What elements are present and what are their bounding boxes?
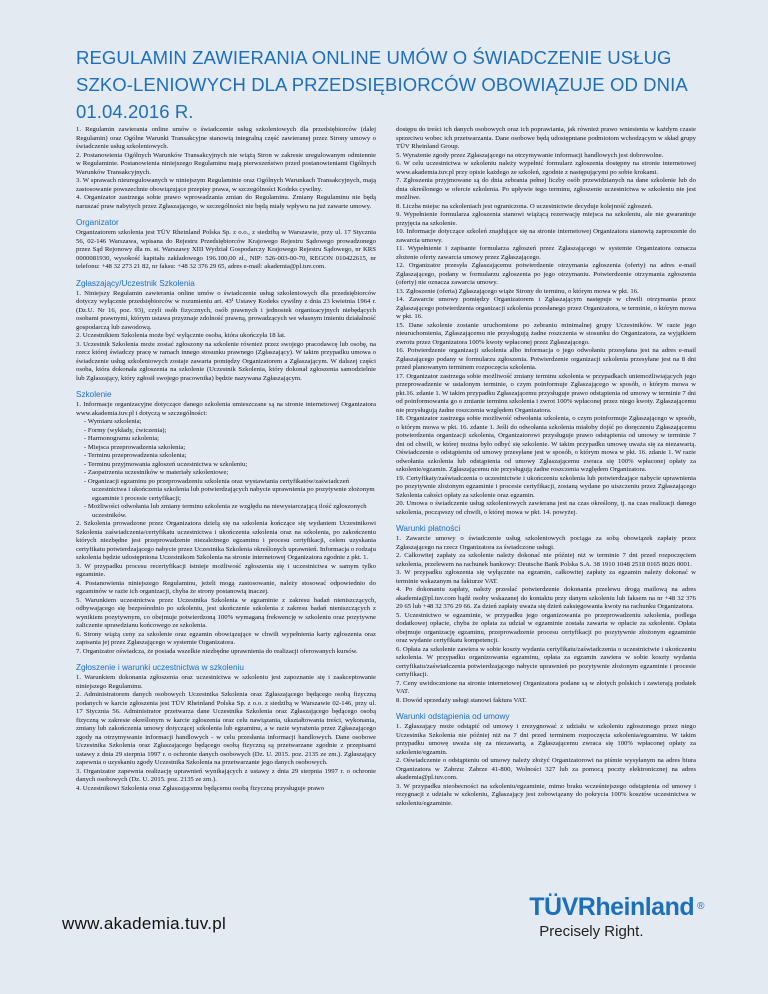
section-heading: Warunki odstąpienia od umowy	[396, 712, 510, 721]
paragraph: 3. W przypadku zgłoszenia się wyłącznie na egzamin, całkowitej zapłaty za egzamin należy dokonać w terminie wskazanym na fakturze VAT.	[396, 569, 696, 585]
right-column	[396, 126, 696, 815]
paragraph: 18. Organizator zastrzega sobie możliwość odwołania szkolenia, o czym poinformuje Zgłaszającego w sposób, o którym mowa w pkt. 16. zdanie 1. Jeśli do odwołania szkolenia miałoby dojść po doręczeniu Zgłaszającemu potwierdzenia organizacji szkolenia, Organizatorowi przysługuje prawo odstąpienia od umowy w terminie 7 dni od chwili, w której można było odbyć się szkolenie. W takim przypadku umowę uważa się za niezawartą. Oświadczenie o odstąpieniu od umowy przesyłane jest w sposób, o którym mowa w pkt. 16. zdanie 1. W razie odwołania szkolenia lub odstąpienia od umowy Zgłaszającemu zwraca się 100% wpłaconej opłaty za szkolenie/egzamin. Zgłaszającemu nie przysługują żadne roszczenia względem Organizatora.	[396, 415, 696, 473]
paragraph: 7. Zgłoszenia przyjmowane są do dnia zebrania pełnej liczby osób przewidzianych na dane szkolenie lub do dnia określonego w ofercie szkolenia. Po upływie tego terminu, zgłoszenie uczestnictwa w szkoleniu nie jest możliwe.	[396, 177, 696, 201]
paragraph: 8. Dowód sprzedaży usługi stanowi faktura VAT.	[396, 696, 527, 704]
paragraph: 6. Strony wiążą ceny za szkolenie oraz egzamin obowiązujące w chwili wypełnienia karty zgłoszenia oraz zapisania jej przez Zgłaszającego w systemie Organizatora.	[76, 630, 376, 646]
logo-text: TÜVRheinland	[529, 893, 695, 921]
section	[76, 663, 376, 793]
section-heading: Warunki płatności	[396, 524, 461, 533]
paragraph: 3. Uczestnik Szkolenia może zostać zgłoszony na szkolenie również przez swojego pracodawcę lub osobę, na rzecz której świadczy pracę w ramach innego stosunku prawnego (Zgłaszający). W takim przypadku umowa o świadczenie usług szkoleniowych zostaje zawarta pomiędzy Organizatorem a Zgłaszającym. W dalszej części osoba, która dokonała zgłoszenia na szkolenie (Uczestnik Szkolenia, który dokonał zgłoszenia samodzielnie lub Zgłaszający, który zgłosił swojego pracownika) będzie nazywana Zgłaszającym.	[76, 340, 376, 382]
paragraph: 2. Szkolenia prowadzone przez Organizatora dzielą się na szkolenia kończące się wydaniem Uczestnikowi Szkolenia zaświadczenia/certyfikatu uczestnictwa i ukończenia szkolenia oraz na szkolenia, po zakończeniu których niezbędne jest przeprowadzenie niezależnego egzaminu i procesu certyfikacji, celem uzyskania certyfikatu potwierdzającego nabycie przez Uczestnika Szkolenia określonych uprawnień. Informacja o rodzaju szkolenia będzie udostępniona Uczestnikom Szkolenia na stronie internetowej Organizatora zgodnie z pkt. 1.	[76, 520, 376, 561]
paragraph: 2. Postanowienia Ogólnych Warunków Transakcyjnych nie wiążą Stron w zakresie uregulowanym odmiennie w Regulaminie. Postanowienia niniejszego Regulaminu mają pierwszeństwo przed postanowieniami Ogólnych Warunków Transakcyjnych.	[76, 151, 376, 176]
paragraph: 5. Wyrażenie zgody przez Zgłaszającego na otrzymywanie informacji handlowych jest dobrowolne.	[396, 151, 664, 159]
paragraph: 7. Ceny uwidocznione na stronie internetowej Organizatora podane są w złotych polskich i zawierają podatek VAT.	[396, 679, 696, 695]
paragraph: 14. Zawarcie umowy pomiędzy Organizatorem i Zgłaszającym następuje w chwili otrzymania przez Zgłaszającego potwierdzenia organizacji szkolenia przesłanego przez Organizatora, w terminie, o którym mowa w pkt. 16.	[396, 296, 697, 320]
list-item: - Formy (wykłady, ćwiczenia);	[84, 427, 376, 436]
section	[396, 524, 696, 705]
left-column	[76, 126, 376, 815]
section	[76, 218, 376, 272]
paragraph: 15. Dane szkolenie zostanie uruchomione po zebraniu minimalnej grupy Uczestników. W razie jego nieuruchomienia, Zgłaszającemu nie przysługują żadne roszczenia w stosunku do Organizatora, za wyjątkiem zwrotu przez Organizatora 100% kwoty wpłaconej przez Zgłaszającego.	[396, 321, 696, 346]
paragraph: 12. Organizator przesyła Zgłaszającemu potwierdzenie otrzymania zgłoszenia (oferty) na adres e-mail Zgłaszającego, podany w formularzu zgłoszenia po jego otrzymaniu. Potwierdzenie otrzymania zgłoszenia (oferty) nie oznacza zawarcia umowy.	[396, 262, 696, 286]
paragraph: 9. Wypełnienie formularza zgłoszenia stanowi wiążącą rezerwację miejsca na szkoleniu, ale nie gwarantuje przyjęcia na szkolenie.	[396, 211, 696, 227]
paragraph: 17. Organizator zastrzega sobie możliwość zmiany terminu szkolenia w przypadkach uniemożliwiających jego przeprowadzenie w ustalonym terminie, o czym poinformuje Zgłaszającego w sposób, o którym mowa w pkt.16. zdanie 1. W takim przypadku Zgłaszającemu przysługuje prawo odstąpienia od umowy w terminie 7 dni od poinformowania go o zmianie terminu szkolenia i zwrot 100% wpłaconej przez niego kwoty. Zgłaszającemu nie przysługują żadne roszczenia względem Organizatora.	[396, 372, 696, 414]
paragraph: 2. Oświadczenie o odstąpieniu od umowy należy złożyć Organizatorowi na piśmie wysyłanym na adres biura Organizatora w Zabrzu: Zabrze 41-800, Wolności 327 lub za pomocą poczty elektronicznej na adres akademia@pl.tuv.com.	[396, 757, 696, 781]
paragraph: 1. Informacje organizacyjne dotyczące danego szkolenia umieszczane są na stronie internetowej Organizatora www.akademia.tuv.pl i dotyczą w szczególności:	[76, 401, 376, 417]
section-heading: Organizator	[76, 218, 119, 227]
paragraph: 4. Postanowienia niniejszego Regulaminu, jeżeli mogą zastosowanie, należy stosować odpowiednio do egzaminów w razie ich organizacji, chyba że strony postanowią inaczej.	[76, 579, 376, 595]
list-item: - Zaopatrzenia uczestników w materiały szkoleniowe;	[84, 469, 376, 478]
list-item: - Terminu przeprowadzenia szkolenia;	[84, 452, 376, 461]
section	[76, 279, 376, 384]
paragraph: 2. Administratorem danych osobowych Uczestnika Szkolenia oraz Zgłaszającego będącego osobą fizyczną podanych w karcie zgłoszenia jest TÜV Rheinland Polska Sp. z o.o. z siedzibą w Warszawie 02-146, przy ul. 17 Stycznia 56. Administrator przetwarza dane Uczestnika Szkolenia oraz Zgłaszającego będącego osobą fizyczną w zakresie określonym w karcie zgłoszenia oraz celu nawiązania, ukształtowania treści, wykonania, zmiany lub zakończenia umowy dotyczącej szkolenia lub egzaminu, a w razie wyrażenia przez Zgłaszającego zgody na otrzymywanie informacji handlowych - w celu przesłania informacji handlowych. Dane osobowe Uczestnika Szkolenia oraz Zgłaszającego będącego osobą fizyczną są przetwarzane zgodnie z przepisami ustawy z dnia 29 sierpnia 1997 r. o ochronie danych osobowych (Dz. U. 2015. poz. 2135 ze zm.). Zgłaszający zapewnia o uzyskaniu zgody Uczestnika Szkolenia na przetwarzanie jego danych osobowych.	[76, 691, 376, 766]
paragraph: 5. Warunkiem uczestnictwa przez Uczestnika Szkolenia w egzaminie z zakresu badań nieniszczących, odbywającego się bezpośrednio po szkoleniu, jest ukończenie szkolenia z zakresu badań nieniszczących z wynikiem pozytywnym, co obejmuje potwierdzoną 100% wymaganą frekwencję w szkoleniu oraz pozytywne zaliczenie sprawdzianu końcowego ze szkolenia.	[76, 596, 376, 629]
paragraph: 7. Organizator oświadcza, że posiada wszelkie niezbędne uprawnienia do realizacji oferowanych kursów.	[76, 647, 358, 655]
paragraph: 1. Niniejszy Regulamin zawierania online umów o świadczenie usług szkoleniowych dla przedsiębiorców dotyczy wyłącznie przedsiębiorców w rozumieniu art. 43¹ Ustawy Kodeks cywilny z dnia 23 kwietnia 1964 r. (Dz.U. Nr 16, poz. 93), czyli osób fizycznych, osób prawnych i jednostek organizacyjnych niebędących osobami prawnymi, którym ustawa przyznaje zdolność prawną, prowadzących we własnym imieniu działalność gospodarczą lub zawodową.	[76, 289, 376, 331]
logo-wordmark	[529, 893, 704, 921]
paragraph: 1. Regulamin zawierania online umów o świadczenie usług szkoleniowych dla przedsiębiorców (dalej Regulamin) oraz Ogólne Warunki Transakcyjne stanowią integralną część zawieranej przez Strony umowy o świadczenie usług szkoleniowych.	[76, 126, 376, 150]
footer-website-url[interactable]: www.akademia.tuv.pl	[62, 914, 227, 933]
paragraph: 3. Organizator zapewnia realizację uprawnień wynikających z ustawy z dnia 29 sierpnia 1997 r. o ochronie danych osobowych (Dz. U. 2015. poz. 2135 ze zm.).	[76, 767, 376, 783]
paragraph: 1. Zgłaszający może odstąpić od umowy i zrezygnować z udziału w szkoleniu zgłoszonego przez niego Uczestnika Szkolenia nie później niż na 7 dni przed terminem rozpoczęcia szkolenia/egzaminu. W takim przypadku umowę uważa się za niezawartą, a Zgłaszającemu zwraca się 100% wpłaconej opłaty za szkolenie/egzamin.	[396, 723, 696, 756]
paragraph: 1. Zawarcie umowy o świadczenie usług szkoleniowych pociąga za sobą obowiązek zapłaty przez Zgłaszającego na rzecz Organizatora za świadczone usługi.	[396, 535, 696, 551]
paragraph: 13. Zgłoszenie (oferta) Zgłaszającego wiąże Strony do terminu, o którym mowa w pkt. 16.	[396, 287, 639, 295]
paragraph: 11. Wypełnienie i zapisanie formularza zgłoszeń przez Zgłaszającego w systemie Organizatora oznacza złożenie oferty zawarcia umowy przez Zgłaszającego.	[396, 245, 696, 261]
paragraph: 6. Opłata za szkolenie zawiera w sobie koszty wydania certyfikatu/zaświadczenia o uczestnictwie i ukończeniu szkolenia. W przypadku organizowania egzaminu, opłata za egzamin zawiera w sobie koszty wydania certyfikatu/zaświadczenia potwierdzającego nabycie uprawnień po pozytywnie złożonym egzaminie i procesie certyfikacji.	[396, 645, 696, 678]
paragraph: 20. Umowa o świadczenie usług szkoleniowych zawierana jest na czas określony, tj. na czas realizacji danego szkolenia, począwszy od chwili, o której mowa w pkt. 14. powyżej.	[396, 500, 696, 516]
paragraph: 8. Liczba miejsc na szkoleniach jest ograniczona. O uczestnictwie decyduje kolejność zgłoszeń.	[396, 202, 653, 210]
paragraph: dostępu do treści ich danych osobowych oraz ich poprawiania, jak również prawo wniesienia w każdym czasie sprzeciwu wobec ich przetwarzania. Dane osobowe będą udostępniane podmiotom wchodzącym w skład grupy TÜV Rheinland Group.	[396, 126, 696, 150]
paragraph: 3. W sprawach nieuregulowanych w niniejszym Regulaminie oraz Ogólnych Warunkach Transakcyjnych, mają zastosowanie powszechnie obowiązujące przepisy prawa, w szczególności Kodeks cywilny.	[76, 177, 376, 193]
section-heading: Szkolenie	[76, 390, 112, 399]
paragraph: 4. Uczestnikowi Szkolenia oraz Zgłaszającemu będącemu osobą fizyczną przysługuje prawo	[76, 784, 325, 792]
paragraph: 4. Po dokonaniu zapłaty, należy przesłać potwierdzenie dokonania przelewu drogą mailową na adres akademia@pl.tuv.com bądź osoby wskazanej do kontaktu przy danym szkoleniu lub faksem na nr +48 32 376 29 65 lub +48 32 376 29 66. Za dzień zapłaty uważa się dzień zaksięgowania kwoty na rachunku Organizatora.	[396, 586, 696, 610]
list-item: - Wymiaru szkolenia;	[84, 418, 376, 427]
section-heading: Zgłoszenie i warunki uczestnictwa w szkoleniu	[76, 663, 244, 672]
bullet-list	[76, 418, 376, 520]
logo-tagline: Precisely Right.	[539, 923, 644, 940]
paragraph: 4. Organizator zastrzega sobie prawo wprowadzania zmian do Regulaminu. Zmiany Regulaminu nie będą naruszać praw nabytych przez Zgłaszającego, w szczególności nie będą miały wpływu na już zawarte umowy.	[76, 194, 376, 210]
page-title: REGULAMIN ZAWIERANIA ONLINE UMÓW O ŚWIADCZENIE USŁUG SZKO-LENIOWYCH DLA PRZEDSIĘBIORCÓW OBOWIĄZUJE OD DNIA 01.04.2016 R.	[76, 47, 687, 122]
tuv-rheinland-logo	[529, 893, 704, 943]
paragraph: 2. Całkowitej zapłaty za szkolenie należy dokonać nie później niż w terminie 7 dni przed rozpoczęciem szkolenia, przelewem na rachunek bankowy: Deutsche Bank Polska S.A. 38 1910 1048 2518 0165 8026 0001.	[396, 552, 696, 568]
paragraph: 3. W przypadku nieobecności na szkoleniu/egzaminie, mimo braku wcześniejszego odstąpienia od umowy i rezygnacji z udziału w szkoleniu, Zgłaszający jest zobowiązany do pokrycia 100% kosztów uczestnictwa w szkoleniu/egzaminie.	[396, 782, 696, 807]
content-columns	[76, 126, 696, 815]
list-item: - Możliwości odwołania lub zmiany terminu szkolenia ze względu na niewystarczającą ilość zgłoszonych uczestników.	[84, 503, 376, 520]
section	[76, 390, 376, 656]
paragraph: 19. Certyfikaty/zaświadczenia o uczestnictwie i ukończeniu szkolenia lub potwierdzające nabycie uprawnienia po pozytywnie złożonym egzaminie i procesie certyfikacji, zostaną wydane po uiszczeniu przez Zgłaszającego Szkolenia całości opłaty za szkolenie oraz egzamin.	[396, 474, 696, 499]
section	[76, 126, 376, 211]
paragraph: 5. Uczestnictwo w egzaminie, w przypadku jego organizowania po przeprowadzeniu szkolenia, podlega dodatkowej opłacie, chyba że opłata za udział w egzaminie została zawarta w opłacie za szkolenie. Opłata obejmuje organizację egzaminu, przeprowadzenie procesu certyfikacji po pozytywnie złożonym egzaminie oraz wydanie certyfikatu kompetencji.	[396, 611, 696, 644]
registered-mark: ®	[697, 901, 704, 912]
section-heading: Zgłaszający/Uczestnik Szkolenia	[76, 278, 195, 288]
section	[396, 126, 696, 517]
section	[396, 712, 696, 808]
paragraph: 1. Warunkiem dokonania zgłoszenia oraz uczestnictwa w szkoleniu jest zapoznanie się i zaakceptowanie niniejszego Regulaminu.	[76, 674, 376, 690]
paragraph: 2. Uczestnikiem Szkolenia może być wyłącznie osoba, która ukończyła 18 lat.	[76, 332, 286, 339]
paragraph: 16. Potwierdzenie organizacji szkolenia albo informacja o jego odwołaniu przesyłana jest na adres e-mail Zgłaszającego podany w formularzu zgłoszenia. Potwierdzenie organizacji szkolenia przesyłane jest na 8 dni przed planowanym terminem rozpoczęcia szkolenia.	[396, 347, 696, 371]
list-item: - Harmonogramu szkolenia;	[84, 435, 376, 444]
paragraph: 3. W przypadku procesu recertyfikacji istnieje możliwość zgłoszenia się i uczestnictwa w samym tylko egzaminie.	[76, 562, 376, 578]
paragraph: 10. Informacje dotyczące szkoleń znajdujące się na stronie internetowej Organizatora stanowią zaproszenie do zawarcia umowy.	[396, 228, 696, 244]
list-item: - Terminu przyjmowania zgłoszeń uczestnictwa w szkoleniu;	[84, 461, 376, 470]
paragraph: 6. W celu uczestnictwa w szkoleniu należy wypełnić formularz zgłoszenia dostępny na stronie internetowej www.akademia.tuv.pl przy opisie każdego ze szkoleń, zgodnie z następującymi po sobie krokami.	[396, 160, 696, 176]
paragraph: Organizatorem szkolenia jest TÜV Rheinland Polska Sp. z o.o., z siedzibą w Warszawie, przy ul. 17 Stycznia 56, 02-146 Warszawa, wpisana do Rejestru Przedsiębiorców Krajowego Rejestru Sądowego prowadzonego przez Sąd Rejonowy dla m. st. Warszawy XIII Wydział Gospodarczy Krajowego Rejestru Sądowego, nr KRS 0000081930, wysokość kapitału zakładowego 196.100,00 zł., NIP: 526-003-00-70, REGON 010422615, nr telefonu: +48 32 273 21 82, nr faksu: +48 32 376 29 65, adres e-mail: akademia@pl.tuv.com.	[76, 229, 376, 270]
list-item: - Organizacji egzaminu po przeprowadzeniu szkolenia oraz wystawiania certyfikatów/zaświadczeń uczestnictwa i ukończenia szkolenia lub potwierdzających nabycie uprawnienia po pozytywnie złożonym egzaminie i procesie certyfikacji;	[84, 478, 376, 504]
list-item: - Miejsca przeprowadzenia szkolenia;	[84, 444, 376, 453]
